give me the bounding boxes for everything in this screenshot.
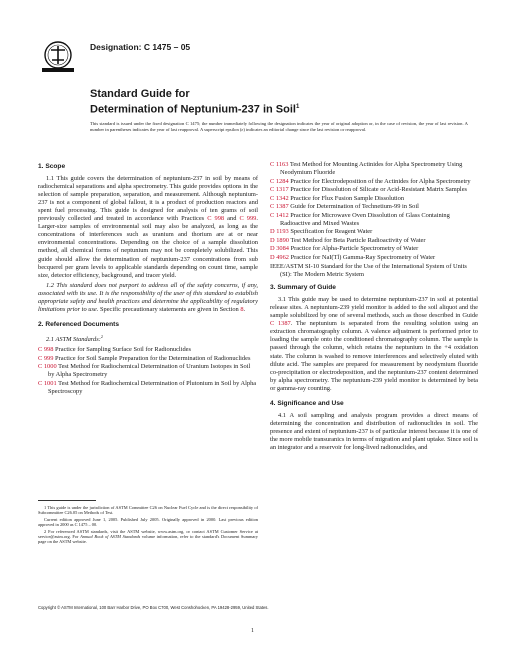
astm-standards-subheading bbox=[38, 333, 258, 344]
issue-note: This standard is issued under the fixed designation C 1475; the number immediately following the designation indicates the year of original adoption or, in the case of revision, the year of last revision. A number in parentheses indicates the year of last reapproval. A superscript epsilon (ε) indicates an editorial change since the last revision or reapproval. bbox=[90, 121, 468, 132]
reference-link[interactable]: C 1387 bbox=[270, 320, 291, 328]
reference-link[interactable]: C 1284 bbox=[270, 177, 289, 185]
significance-paragraph: 4.1 A soil sampling and analysis program provides a direct means of determining the concentration and distribution of radionuclides in soil. The presence and extent of neptunium-237 is of particular interest because it is one of the more mobile transuranics in terms of migration and plant uptake. Since soil is an integrator and a reservoir for long-lived radionuclides, and bbox=[270, 411, 479, 451]
scope-text: 1.1 This guide covers the determination of neptunium-237 in soil by means of radiochemical separations and alpha spectrometry. This guide provides options in the selection of sample preparation, separation, and measurement. Although neptunium-237 is not a component of global fallout, it is a product of production reactors and spent fuel processing. This guide is designed for analysis of ten grams of soil previously collected and treated in accordance with Practices bbox=[38, 175, 258, 223]
reference-link[interactable]: C 999 bbox=[38, 354, 54, 362]
reference-title: Practice for NaI(Tl) Gamma-Ray Spectrometry of Water bbox=[289, 254, 436, 262]
reference-link[interactable]: D 3084 bbox=[270, 245, 289, 253]
scope-paragraph-2 bbox=[38, 282, 258, 314]
reference-link[interactable]: C 998 bbox=[207, 215, 225, 223]
reference-item bbox=[270, 228, 478, 236]
footnote-2 bbox=[38, 529, 258, 545]
reference-link[interactable]: C 1001 bbox=[38, 379, 57, 387]
reference-title: Specification for Reagent Water bbox=[288, 228, 373, 236]
reference-link[interactable]: 8 bbox=[240, 305, 244, 313]
title-footnote-mark: 1 bbox=[295, 103, 300, 110]
title-line-1: Standard Guide for bbox=[90, 88, 190, 100]
title-line-2 bbox=[90, 101, 299, 116]
section-heading-significance: 4. Significance and Use bbox=[270, 399, 344, 407]
reference-item bbox=[270, 186, 478, 194]
scope-text: and bbox=[224, 215, 240, 223]
reference-item bbox=[270, 178, 478, 186]
reference-item bbox=[38, 346, 258, 354]
reference-item bbox=[270, 254, 478, 262]
reference-item bbox=[38, 380, 258, 396]
summary-text: 3.1 This guide may be used to determine neptunium-237 in soil at potential release sites. A neptunium-239 yield monitor is added to the soil aliquot and the sample solubilized by one of several methods, such as those described in Guide bbox=[270, 296, 478, 320]
reference-item bbox=[38, 355, 258, 363]
left-column bbox=[38, 163, 258, 396]
right-column bbox=[270, 161, 478, 454]
reference-link[interactable]: C 1387 bbox=[270, 203, 289, 211]
reference-link[interactable]: C 1163 bbox=[270, 161, 289, 168]
designation: Designation: C 1475 – 05 bbox=[90, 42, 191, 52]
reference-title: Guide for Determination of Technetium-99 in Soil bbox=[288, 203, 419, 211]
reference-item bbox=[38, 363, 258, 379]
footnote-text: 2 For referenced ASTM standards, visit the ASTM website, www.astm.org, or contact ASTM Customer Service at service@astm.org. For bbox=[38, 528, 258, 540]
reference-title: Test Method for Beta Particle Radioactivity of Water bbox=[289, 236, 426, 244]
section-heading-referenced-documents: 2. Referenced Documents bbox=[38, 320, 119, 328]
reference-link[interactable]: D 1193 bbox=[270, 228, 289, 236]
section-heading-scope: 1. Scope bbox=[38, 163, 66, 170]
footnote-text-italic: Annual Book of ASTM Standards bbox=[80, 534, 141, 540]
reference-link[interactable]: C 1412 bbox=[270, 211, 289, 219]
document-title bbox=[90, 88, 299, 116]
summary-text: . The neptunium is separated from the resulting solution using an extraction chromatography column. A valence adjustment is performed prior to loading the sample onto the conditioned chromatography column. The sample is passed through the column, which retains the neptunium in the +4 oxidation state. The column is washed to remove interferences and selectively eluted with dilute acid. The samples are prepared for measurement by neodymium fluoride co-precipitation or electrodeposition, and the neptunium-237 content determined by alpha spectrometry. The neptunium-239 yield monitor is determined by beta or gamma-ray counting. bbox=[270, 320, 478, 392]
scope-text: Specific precautionary statements are given in Section bbox=[98, 305, 241, 313]
subheading-text: 2.1 ASTM Standards: bbox=[46, 336, 101, 344]
reference-item bbox=[270, 161, 478, 177]
reference-title: Test Method for Radiochemical Determination of Plutonium in Soil by Alpha Spectroscopy bbox=[48, 379, 257, 395]
reference-title: Practice for Dissolution of Silicate or Acid-Resistant Matrix Samples bbox=[288, 186, 468, 194]
reference-title: Practice for Sampling Surface Soil for Radionuclides bbox=[53, 346, 191, 354]
reference-link[interactable]: C 1342 bbox=[270, 194, 289, 202]
title-text: Determination of Neptunium-237 in Soil bbox=[90, 103, 296, 116]
section-heading-summary: 3. Summary of Guide bbox=[270, 284, 336, 292]
reference-link[interactable]: C 1317 bbox=[270, 186, 289, 194]
reference-link[interactable]: D 1890 bbox=[270, 236, 289, 244]
reference-item bbox=[270, 263, 478, 279]
reference-item bbox=[270, 203, 478, 211]
reference-item bbox=[270, 245, 478, 253]
copyright-line: Copyright © ASTM International, 100 Barr Harbor Drive, PO Box C700, West Conshohocken, PA 19428-2959, United States. bbox=[38, 605, 269, 610]
reference-title: Practice for Soil Sample Preparation for the Determination of Radionuclides bbox=[53, 354, 251, 362]
reference-link[interactable]: D 4962 bbox=[270, 254, 289, 262]
footnote-divider bbox=[38, 500, 96, 501]
reference-title: Test Method for Radiochemical Determination of Uranium Isotopes in Soil by Alpha Spectrometry bbox=[48, 363, 251, 379]
reference-title: Practice for Alpha-Particle Spectrometry of Water bbox=[289, 245, 419, 253]
safety-statement: 1.2 This standard does not purport to address all of the safety concerns, if any, associated with its use. It is the responsibility of the user of this standard to establish appropriate safety and health practices and determine the applicability of regulatory limitations prior to use. bbox=[38, 281, 258, 313]
footnote-1-edition: Current edition approved June 1, 2005. Published July 2005. Originally approved in 2000. Last previous edition approved in 2000 as C 1475 – 00. bbox=[38, 516, 258, 528]
scope-text: . bbox=[243, 305, 246, 313]
reference-item bbox=[270, 212, 478, 228]
summary-paragraph bbox=[270, 296, 478, 393]
reference-item bbox=[270, 195, 478, 203]
reference-title: Practice for Microwave Oven Dissolution of Glass Containing Radioactive and Mixed Wastes bbox=[280, 211, 450, 227]
reference-title: Practice for Flux Fusion Sample Dissolution bbox=[288, 194, 405, 202]
reference-link[interactable]: C 999 bbox=[239, 215, 257, 223]
reference-link[interactable]: C 998 bbox=[38, 346, 54, 354]
astm-logo-icon bbox=[40, 40, 76, 74]
footnotes bbox=[38, 505, 258, 546]
footnote-1: 1 This guide is under the jurisdiction of ASTM Committee C26 on Nuclear Fuel Cycle and is the direct responsibility of Subcommittee C26.05 on Methods of Test. bbox=[38, 505, 258, 516]
reference-item bbox=[270, 237, 478, 245]
footnote-text: volume information, refer to the standard's Document Summary page on the ASTM website. bbox=[38, 534, 258, 545]
scope-text: . Larger-size samples of environmental soil may also be analyzed, as long as the concentrations of interferences such as uranium and thorium are at or near environmental concentrations. Depending on the choice of a sample dissolution method, all chemical forms of neptunium may not be completely solubilized. This guide should allow the determination of neptunium-237 concentrations from sub becquerel per gram levels to applicable standards depending on count time, sample size, detector efficiency, background, and tracer yield. bbox=[38, 215, 258, 279]
reference-title: Test Method for Mounting Actinides for Alpha Spectrometry Using Neodymium Fluoride bbox=[280, 161, 463, 177]
reference-title: IEEE/ASTM SI-10 Standard for the Use of the International System of Units (SI): The Modern Metric System bbox=[270, 262, 467, 278]
page-number: 1 bbox=[251, 628, 254, 634]
footnote-mark: 2 bbox=[100, 333, 103, 339]
reference-link[interactable]: C 1000 bbox=[38, 363, 57, 371]
scope-paragraph-1 bbox=[38, 175, 258, 280]
reference-title: Practice for Electrodeposition of the Actinides for Alpha Spectrometry bbox=[288, 177, 471, 185]
